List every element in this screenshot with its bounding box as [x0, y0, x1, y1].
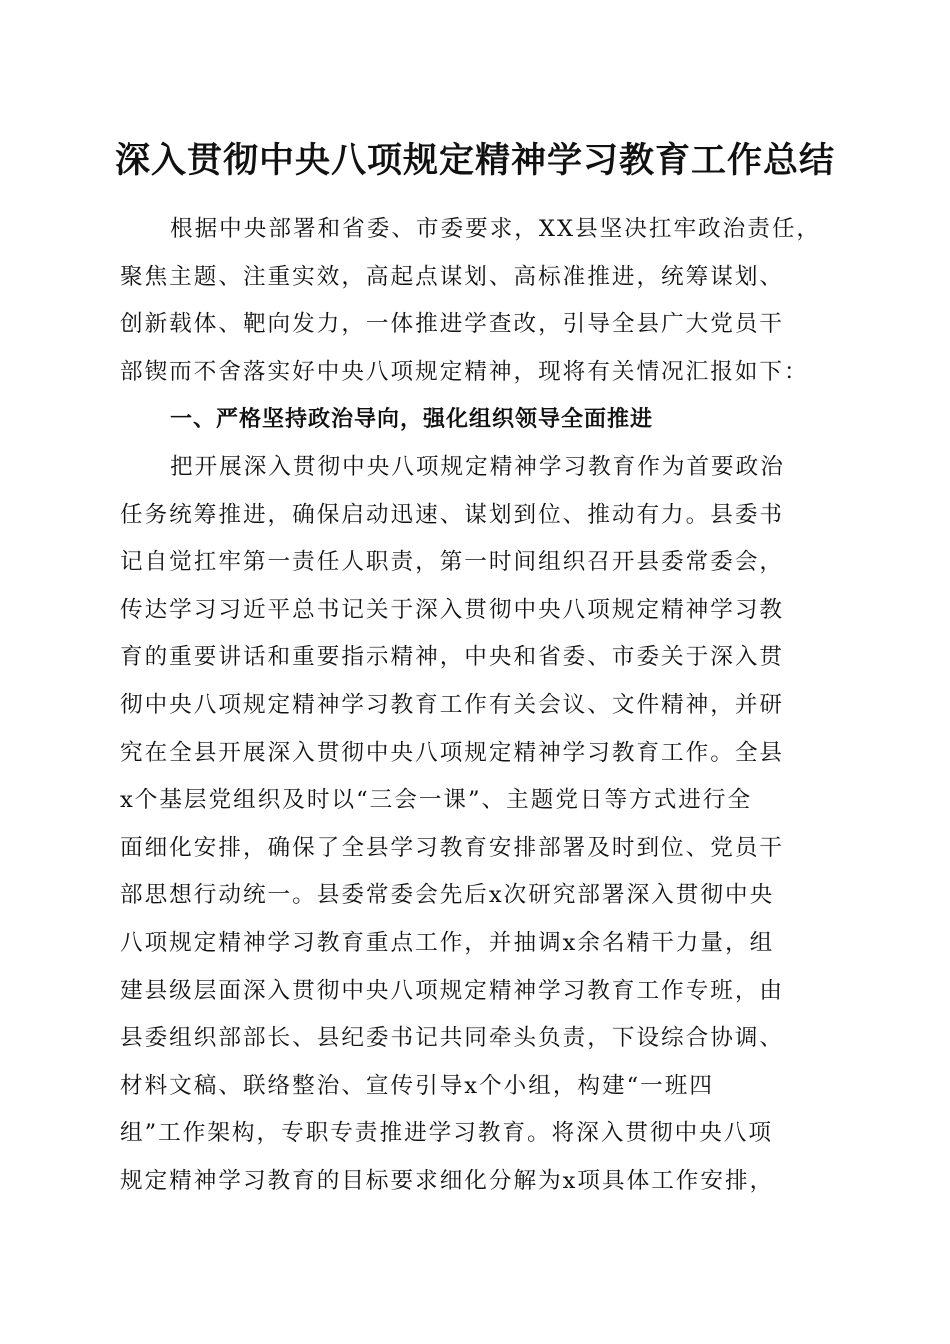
- intro-line: 创新载体、靶向发力，一体推进学查改，引导全县广大党员干: [120, 311, 785, 338]
- section-line: 记自觉扛牢第一责任人职责，第一时间组织召开县委常委会，: [120, 549, 785, 576]
- section-line: 八项规定精神学习教育重点工作，并抽调x余名精干力量，组: [120, 929, 775, 956]
- section-line: x个基层党组织及时以“三会一课”、主题党日等方式进行全: [120, 787, 753, 814]
- section-line: 规定精神学习教育的目标要求细化分解为x项具体工作安排，: [120, 1167, 775, 1194]
- section-line: 建县级层面深入贯彻中央八项规定精神学习教育工作专班，由: [120, 977, 785, 1004]
- document-body: [120, 206, 832, 1205]
- intro-line: 根据中央部署和省委、市委要求，XX县坚决扛牢政治责任，: [170, 216, 822, 242]
- section-line: 把开展深入贯彻中央八项规定精神学习教育作为首要政治: [170, 453, 785, 480]
- section-line: 组”工作架构，专职专责推进学习教育。将深入贯彻中央八项: [120, 1120, 773, 1147]
- section-line: 育的重要讲话和重要指示精神，中央和省委、市委关于深入贯: [120, 644, 785, 671]
- section-line: 县委组织部部长、县纪委书记共同牵头负责，下设综合协调、: [120, 1025, 785, 1052]
- section-line: 任务统筹推进，确保启动迅速、谋划到位、推动有力。县委书: [120, 501, 785, 528]
- section-line: 部思想行动统一。县委常委会先后x次研究部署深入贯彻中央: [120, 882, 775, 909]
- section-line: 彻中央八项规定精神学习教育工作有关会议、文件精神，并研: [120, 691, 785, 718]
- intro-line: 聚焦主题、注重实效，高起点谋划、高标准推进，统筹谋划、: [120, 263, 785, 290]
- section-line: 传达学习习近平总书记关于深入贯彻中央八项规定精神学习教: [120, 596, 785, 623]
- section-line: 面细化安排，确保了全县学习教育安排部署及时到位、党员干: [120, 834, 785, 861]
- intro-line: 部锲而不舍落实好中央八项规定精神，现将有关情况汇报如下：: [120, 358, 809, 385]
- section-heading: 一、严格坚持政治导向，强化组织领导全面推进: [170, 407, 654, 433]
- section-line: 究在全县开展深入贯彻中央八项规定精神学习教育工作。全县: [120, 739, 785, 766]
- section-line: 材料文稿、联络整治、宣传引导x个小组，构建“一班四: [120, 1072, 714, 1099]
- document-title: 深入贯彻中央八项规定精神学习教育工作总结: [114, 140, 835, 181]
